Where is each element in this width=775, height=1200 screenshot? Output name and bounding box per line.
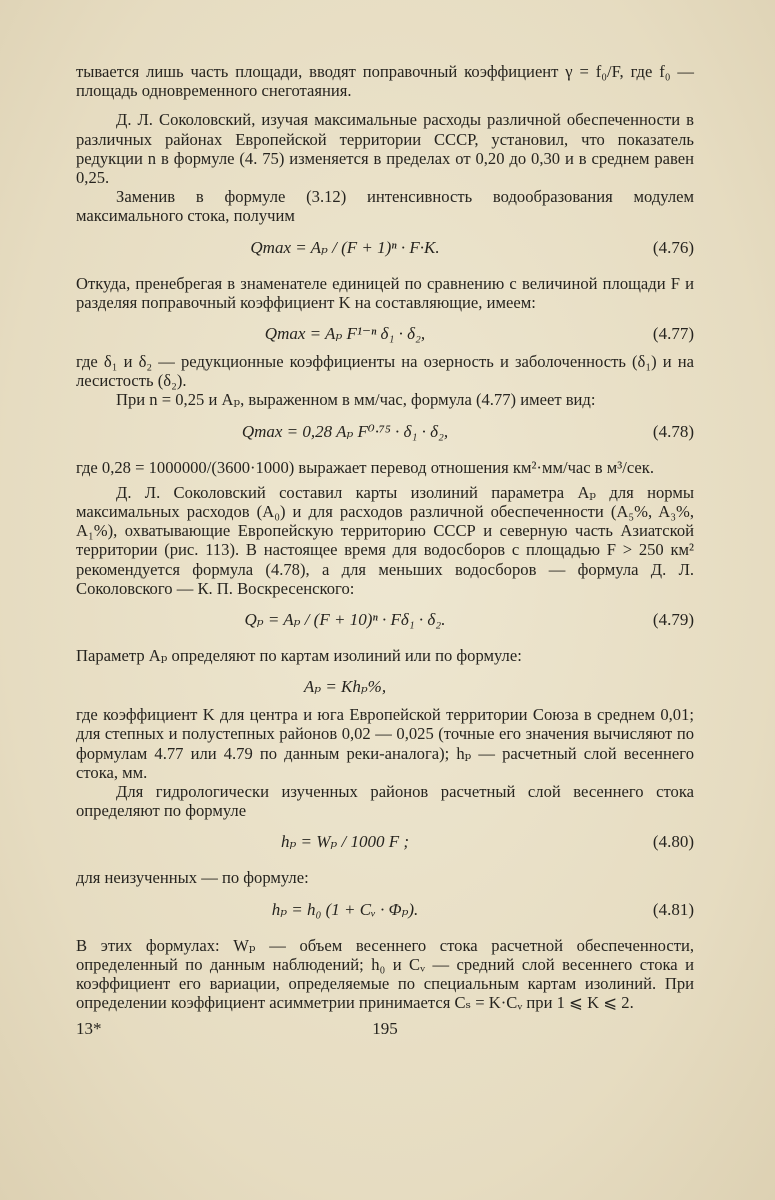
formula-number: (4.81): [652, 899, 694, 919]
formula-number: (4.76): [652, 237, 694, 257]
paragraph-4: Откуда, пренебрегая в знаменателе единицей по сравнению с величиной площади F и разделяя поправочный коэффициент K на составляющие, имеем:: [76, 273, 694, 312]
paragraph-2: Д. Л. Соколовский, изучая максимальные расходы различной обеспеченности в различных районах Европейской территории СССР, установил, что показатель редукции n в формуле (4. 75) изменяется в пределах от 0,20 до 0,30 и в среднем равен 0,25.: [76, 110, 694, 188]
paragraph-7: где 0,28 = 1000000/(3600·1000) выражает перевод отношения км²·мм/час в м³/сек.: [76, 457, 655, 477]
paragraph-12: для неизученных — по формуле:: [76, 868, 309, 888]
formula-4-81: [76, 892, 694, 932]
paragraph-6: При n = 0,25 и Aₚ, выраженном в мм/час, формула (4.77) имеет вид:: [116, 390, 596, 410]
page-number: 195: [372, 1019, 398, 1038]
formula-expression: Qmax = 0,28 Aₚ F⁰·⁷⁵ · δ₁ · δ₂,: [241, 421, 449, 441]
formula-number: (4.77): [652, 324, 694, 344]
formula-number: (4.79): [652, 610, 694, 630]
paragraph-13: В этих формулах: Wₚ — объем весеннего стока расчетной обеспеченности, определенный по данным наблюдений; h₀ и Cᵥ — средний слой весеннего стока и коэффициент его вариации, определяемые по специальным картам изолиний. При определении коэффициент асимметрии принимается Cₛ = K·Cᵥ при 1 ⩽ K ⩽ 2.: [76, 935, 694, 1013]
formula-expression: Aₚ = Khₚ%,: [303, 677, 387, 697]
paragraph-9: Параметр Aₚ определяют по картам изолиний или по формуле:: [76, 646, 522, 666]
paragraph-1: тывается лишь часть площади, вводят поправочный коэффициент γ = f₀/F, где f₀ — площадь одновременного снеготаяния.: [76, 62, 694, 101]
paragraph-8: Д. Л. Соколовский составил карты изолиний параметра Aₚ для нормы максимальных расходов (A₀) и для расходов различной обеспеченности (A₅%, A₃%, A₁%), охватывающие Европейскую территорию СССР и северную часть Азиатской территории (рис. 113). В настоящее время для водосборов с площадью F > 250 км² рекомендуется формула (4.78), а для меньших водосборов — формула Д. Л. Соколовского — К. П. Воскресенского:: [76, 482, 694, 598]
paragraph-10: где коэффициент K для центра и юга Европейской территории Союза в среднем 0,01; для степных и полустепных районов 0,02 — 0,025 (точные его значения вычисляют по формулам 4.77 или 4.79 по данным реки-аналога); hₚ — расчетный слой весеннего стока, мм.: [76, 705, 694, 782]
formula-4-79: [76, 602, 694, 642]
formula-4-77: [76, 316, 694, 348]
formula-expression: hₚ = h₀ (1 + Cᵥ · Φₚ).: [271, 899, 419, 919]
formula-4-80: [76, 824, 694, 864]
formula-expression: Qₚ = Aₚ / (F + 10)ⁿ · Fδ₁ · δ₂.: [244, 610, 446, 630]
paragraph-3: Заменив в формуле (3.12) интенсивность водообразования модулем максимального стока, получим: [76, 187, 694, 226]
formula-number: (4.80): [652, 832, 694, 852]
paragraph-11: Для гидрологически изученных районов расчетный слой весеннего стока определяют по формуле: [76, 782, 694, 821]
formula-expression: Qmax = Aₚ / (F + 1)ⁿ · F·K.: [250, 237, 440, 257]
formula-ap: [76, 669, 694, 701]
formula-expression: hₚ = Wₚ / 1000 F ;: [281, 832, 409, 852]
signature-mark: 13*: [76, 1019, 102, 1038]
formula-4-76: [76, 230, 694, 270]
formula-4-78: [76, 414, 694, 454]
formula-expression: Qmax = Aₚ F¹⁻ⁿ δ₁ · δ₂,: [264, 324, 426, 344]
formula-number: (4.78): [652, 421, 694, 441]
page-body: [76, 62, 694, 1013]
paragraph-5: где δ₁ и δ₂ — редукционные коэффициенты на озерность и заболоченность (δ₁) и на лесистость (δ₂).: [76, 352, 694, 391]
